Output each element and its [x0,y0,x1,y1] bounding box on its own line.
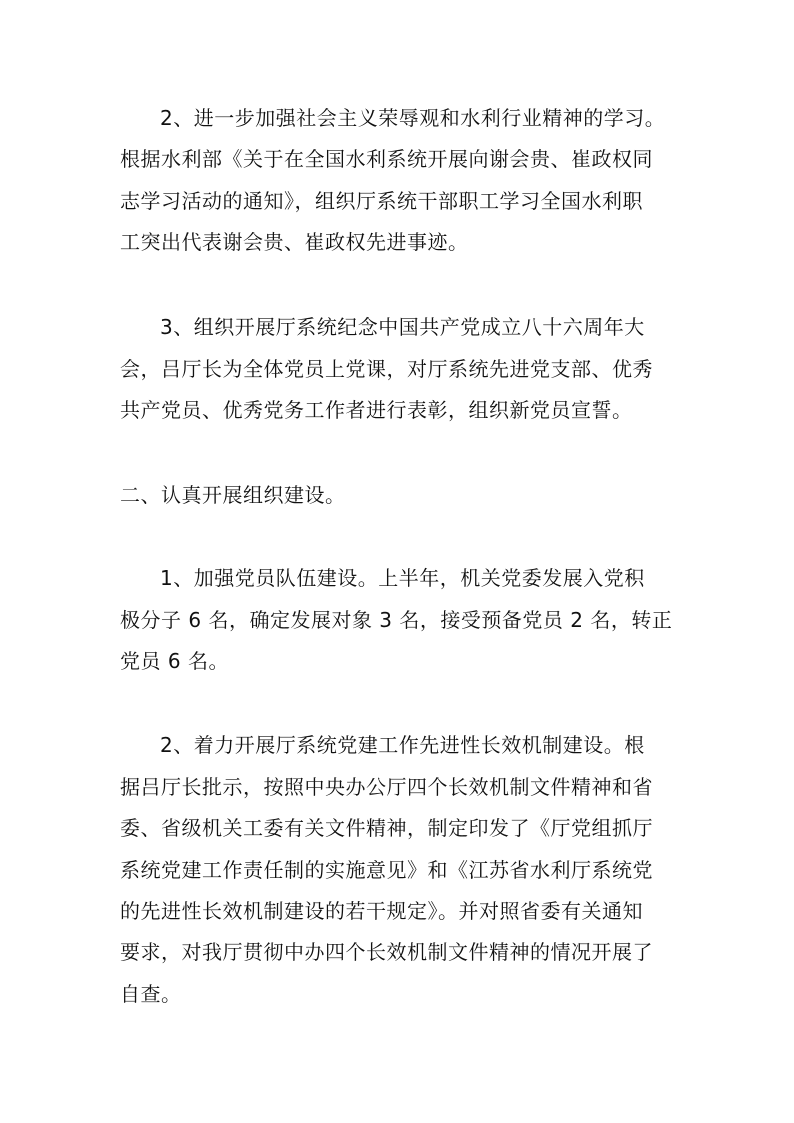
paragraph-4-line-7: 自查。 [120,982,182,1006]
paragraph-1-line-1: 2、进一步加强社会主义荣辱观和水利行业精神的学习。 [160,106,666,130]
paragraph-4-line-4: 系统党建工作责任制的实施意见》和《江苏省水利厅系统党 [120,858,653,882]
paragraph-4-line-6: 要求，对我厅贯彻中办四个长效机制文件精神的情况开展了 [120,940,653,964]
paragraph-1-line-3: 志学习活动的通知》，组织厅系统干部职工学习全国水利职 [120,189,643,213]
paragraph-4-line-5: 的先进性长效机制建设的若干规定》。并对照省委有关通知 [120,899,643,923]
paragraph-2-line-1: 3、组织开展厅系统纪念中国共产党成立八十六周年大 [160,315,645,339]
paragraph-1-line-2: 根据水利部《关于在全国水利系统开展向谢会贵、崔政权同 [120,147,653,171]
paragraph-4-line-3: 委、省级机关工委有关文件精神，制定印发了《厅党组抓厅 [120,816,653,840]
paragraph-3-line-2: 极分子 6 名，确定发展对象 3 名，接受预备党员 2 名，转正 [120,608,673,632]
paragraph-2-line-2: 会，吕厅长为全体党员上党课，对厅系统先进党支部、优秀 [120,357,653,381]
paragraph-2-line-3: 共产党员、优秀党务工作者进行表彰，组织新党员宣誓。 [120,398,633,422]
paragraph-4-line-1: 2、着力开展厅系统党建工作先进性长效机制建设。根 [160,733,645,757]
paragraph-1-line-4: 工突出代表谢会贵、崔政权先进事迹。 [120,230,469,254]
paragraph-3-line-1: 1、加强党员队伍建设。上半年，机关党委发展入党积 [160,566,645,590]
paragraph-3-line-3: 党员 6 名。 [120,649,229,673]
paragraph-4-line-2: 据吕厅长批示，按照中央办公厅四个长效机制文件精神和省 [120,775,653,799]
section-heading: 二、认真开展组织建设。 [120,483,346,507]
